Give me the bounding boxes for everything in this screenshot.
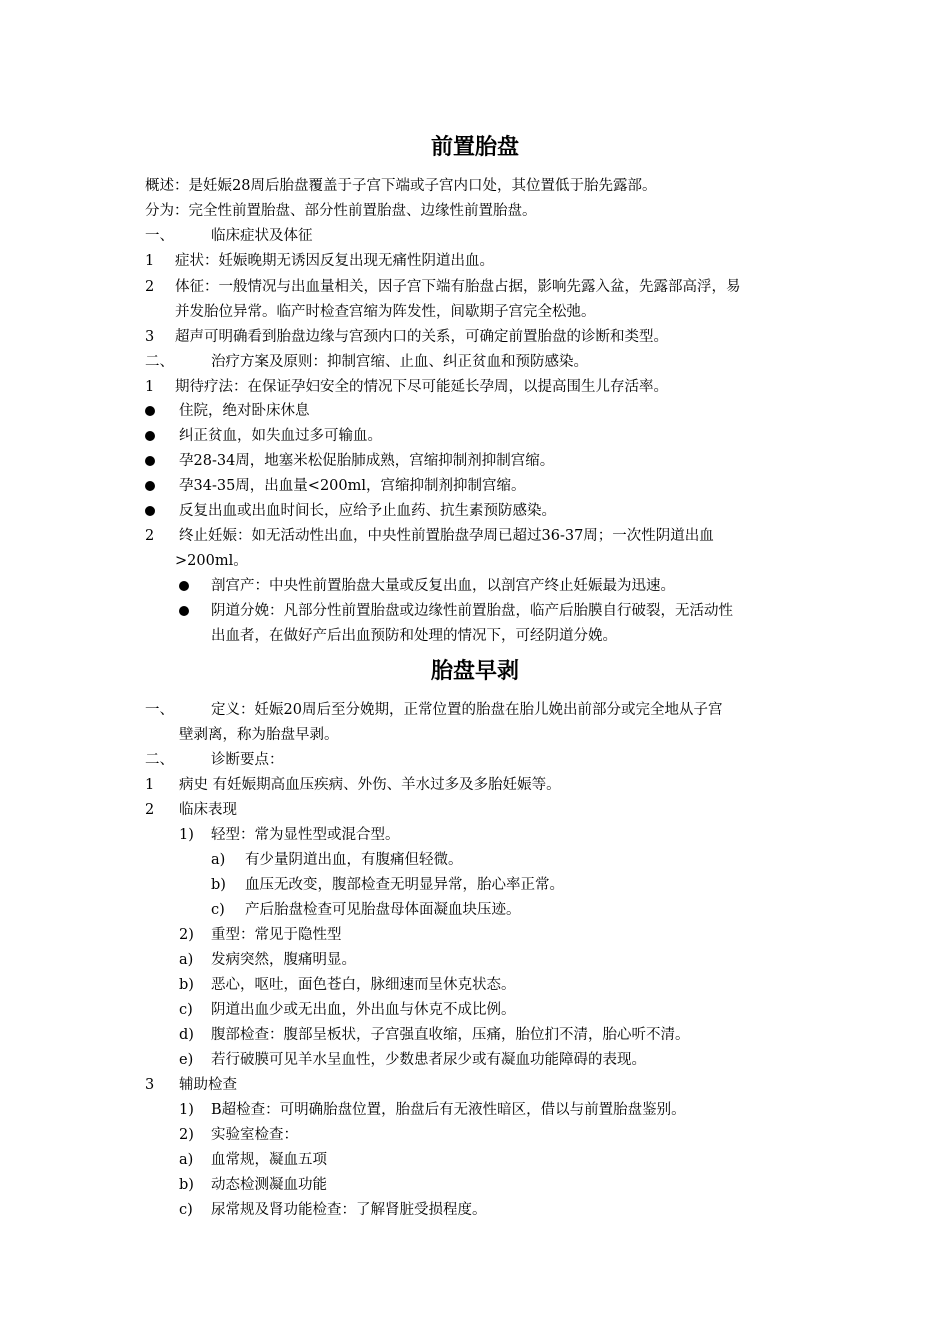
sub-sub-list-item: 有少量阴道出血，有腹痛但轻微。 [245,852,463,868]
list-marker: 1 [145,253,155,269]
list-marker: 3 [145,329,155,345]
section-title: 胎盘早剥 [430,659,519,684]
list-marker: a) [211,852,226,868]
section-heading: 治疗方案及原则：抑制宫缩、止血、纠正贫血和预防感染。 [211,354,588,370]
list-marker: b) [179,977,194,993]
list-marker: c) [179,1002,193,1018]
bullet-icon [145,456,155,466]
list-item-continuation: 并发胎位异常。临产时检查宫缩为阵发性，间歇期子宫完全松弛。 [175,304,596,320]
bullet-item: 孕28-34周，地塞米松促胎肺成熟，宫缩抑制剂抑制宫缩。 [179,453,555,469]
sub-list-item: B超检查：可明确胎盘位置，胎盘后有无液性暗区，借以与前置胎盘鉴别。 [211,1102,686,1118]
sub-list-item: 若行破膜可见羊水呈血性，少数患者尿少或有凝血功能障碍的表现。 [211,1052,646,1068]
list-item: 临床表现 [179,802,237,818]
sub-bullet-item: 剖宫产：中央性前置胎盘大量或反复出血，以剖宫产终止妊娠最为迅速。 [211,578,675,594]
sub-sub-list-item: 产后胎盘检查可见胎盘母体面凝血块压迹。 [245,902,521,918]
sub-bullet-continuation: 出血者，在做好产后出血预防和处理的情况下，可经阴道分娩。 [211,628,617,644]
list-marker: b) [211,877,226,893]
sub-list-item: 动态检测凝血功能 [211,1177,327,1193]
bullet-item: 住院，绝对卧床休息 [179,403,310,419]
list-marker: 2) [179,927,194,943]
classification-text: 分为：完全性前置胎盘、部分性前置胎盘、边缘性前置胎盘。 [145,203,537,219]
sub-list-item: 腹部检查：腹部呈板状，子宫强直收缩，压痛，胎位扪不清，胎心听不清。 [211,1027,690,1043]
list-marker: a) [179,952,194,968]
sub-list-item: 发病突然，腹痛明显。 [211,952,356,968]
list-marker: 1) [179,1102,194,1118]
list-marker: a) [179,1152,194,1168]
list-marker: 2 [145,802,155,818]
list-marker: 一、 [145,228,174,244]
list-marker: d) [179,1027,194,1043]
list-marker: 2) [179,1127,194,1143]
section-heading: 诊断要点： [211,752,284,768]
sub-list-item: 实验室检查： [211,1127,298,1143]
bullet-icon [179,606,189,616]
list-marker: 二、 [145,354,174,370]
bullet-icon [145,406,155,416]
list-marker: 3 [145,1077,155,1093]
list-item: 症状：妊娠晚期无诱因反复出现无痛性阴道出血。 [175,253,494,269]
bullet-icon [145,481,155,491]
bullet-item: 纠正贫血，如失血过多可输血。 [179,428,382,444]
sub-list-item: 尿常规及肾功能检查：了解肾脏受损程度。 [211,1202,487,1218]
list-item: 期待疗法：在保证孕妇安全的情况下尽可能延长孕周，以提高围生儿存活率。 [175,379,668,395]
section-heading: 临床症状及体征 [211,228,313,244]
list-marker: c) [179,1202,193,1218]
list-marker: 1) [179,827,194,843]
bullet-icon [179,581,189,591]
sub-list-item: 阴道出血少或无出血，外出血与休克不成比例。 [211,1002,516,1018]
list-marker: 一、 [145,702,174,718]
sub-sub-list-item: 血压无改变，腹部检查无明显异常，胎心率正常。 [245,877,564,893]
sub-bullet-item: 阴道分娩：凡部分性前置胎盘或边缘性前置胎盘，临产后胎膜自行破裂，无活动性 [211,603,733,619]
bullet-icon [145,506,155,516]
sub-list-item: 重型：常见于隐性型 [211,927,342,943]
list-marker: b) [179,1177,194,1193]
bullet-icon [145,431,155,441]
overview-text: 概述：是妊娠28周后胎盘覆盖于子宫下端或子宫内口处，其位置低于胎先露部。 [145,178,657,194]
list-marker: 1 [145,777,155,793]
list-item: 体征：一般情况与出血量相关，因子宫下端有胎盘占据，影响先露入盆，先露部高浮，易 [175,279,741,295]
list-marker: c) [211,902,225,918]
bullet-item: 反复出血或出血时间长，应给予止血药、抗生素预防感染。 [179,503,556,519]
definition-text: 定义：妊娠20周后至分娩期，正常位置的胎盘在胎儿娩出前部分或完全地从子宫 [211,702,723,718]
list-item: 超声可明确看到胎盘边缘与宫颈内口的关系，可确定前置胎盘的诊断和类型。 [175,329,668,345]
list-item: 病史 有妊娠期高血压疾病、外伤、羊水过多及多胎妊娠等。 [179,777,561,793]
list-item: 辅助检查 [179,1077,237,1093]
list-marker: 2 [145,279,155,295]
sub-list-item: 轻型：常为显性型或混合型。 [211,827,400,843]
list-marker: 1 [145,379,155,395]
list-item-continuation: >200ml。 [175,553,248,569]
bullet-item: 孕34-35周，出血量<200ml，宫缩抑制剂抑制宫缩。 [179,478,526,494]
list-marker: 二、 [145,752,174,768]
list-marker: 2 [145,528,155,544]
definition-continuation: 壁剥离，称为胎盘早剥。 [179,727,339,743]
sub-list-item: 恶心，呕吐，面色苍白，脉细速而呈休克状态。 [211,977,516,993]
list-item: 终止妊娠：如无活动性出血，中央性前置胎盘孕周已超过36-37周；一次性阴道出血 [179,528,714,544]
section-title: 前置胎盘 [430,135,519,160]
sub-list-item: 血常规，凝血五项 [211,1152,327,1168]
list-marker: e) [179,1052,194,1068]
